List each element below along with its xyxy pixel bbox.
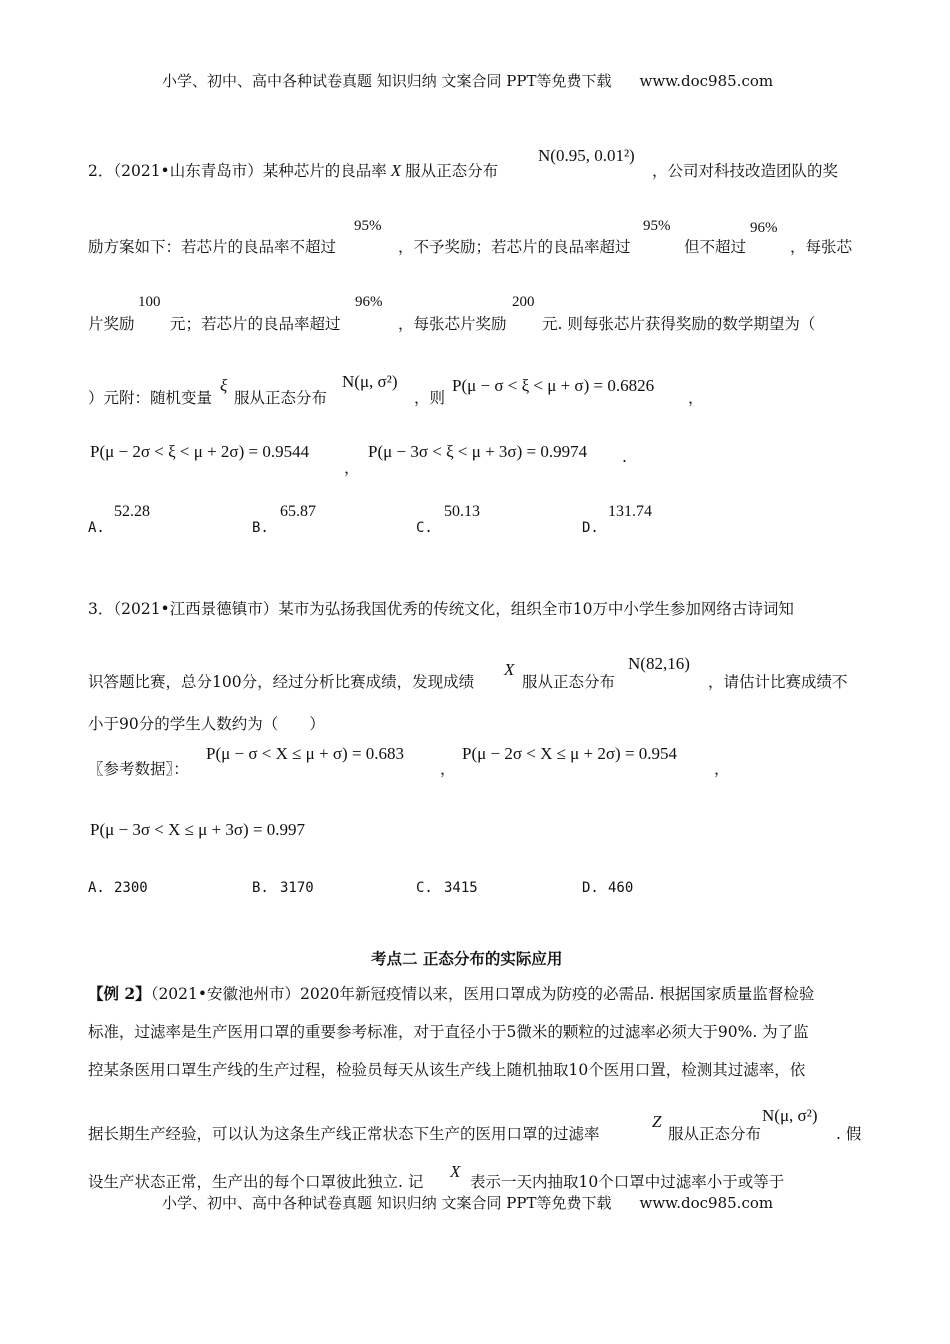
- q3-comma2: ，: [714, 760, 730, 778]
- q2-xi: ξ: [220, 376, 228, 395]
- example2-line1: 【例 2】（2021•安徽池州市）2020年新冠疫情以来，医用口罩成为防疫的必需品. 根据国家质量监督检验: [88, 984, 815, 1003]
- q2-line2a: 励方案如下：若芯片的良品率不超过: [88, 238, 337, 256]
- q2-line3a: 片奖励: [88, 315, 135, 333]
- q2-line3b: 元；若芯片的良品率超过: [170, 315, 341, 333]
- q2-option-b-label: B.: [252, 520, 269, 536]
- q2-a200: 200: [512, 294, 535, 310]
- q2-p96b: 96%: [355, 294, 383, 310]
- q3-option-b-label: B.: [252, 880, 269, 896]
- q3-option-c-label: C.: [416, 880, 433, 896]
- q2-option-d[interactable]: 131.74: [608, 503, 652, 520]
- q2-comma1: ，: [688, 389, 704, 407]
- q3-option-b[interactable]: 3170: [280, 880, 314, 896]
- q2-line2c: 但不超过: [684, 238, 747, 256]
- example2-line2: 标准，过滤率是生产医用口罩的重要参考标准，对于直径小于5微米的颗粒的过滤率必须大于90%. 为了监: [88, 1023, 809, 1041]
- q3-formula2: P(μ − 2σ < X ≤ μ + 2σ) = 0.954: [462, 744, 678, 763]
- q2-option-a-label: A.: [88, 520, 105, 536]
- q3-ref-label: 〖参考数据〗：: [88, 760, 189, 778]
- footer-url[interactable]: www.doc985.com: [639, 1194, 774, 1212]
- q3-formula1: P(μ − σ < X ≤ μ + σ) = 0.683: [206, 744, 405, 763]
- q3-option-d[interactable]: 460: [608, 880, 634, 896]
- example2-xvar: X: [450, 1162, 461, 1181]
- q3-var: X: [504, 660, 515, 679]
- q2-formula1: P(μ − σ < ξ < μ + σ) = 0.6826: [452, 376, 655, 395]
- q2-p95a: 95%: [354, 218, 382, 234]
- q3-line2b: 服从正态分布: [522, 673, 616, 691]
- q2-line3c: ，每张芯片奖励: [398, 315, 507, 333]
- q2-line3d: 元. 则每张芯片获得奖励的数学期望为（: [542, 315, 816, 333]
- q2-line4a: ）元附：随机变量: [88, 389, 213, 407]
- page-header: 小学、初中、高中各种试卷真题 知识归纳 文案合同 PPT等免费下载 www.doc985.com: [162, 72, 774, 90]
- q2-line1: 2．（2021•山东青岛市）某种芯片的良品率 X 服从正态分布: [88, 161, 499, 180]
- example2-line5b: 表示一天内抽取10个口罩中过滤率小于或等于: [470, 1173, 785, 1191]
- header-url[interactable]: www.doc985.com: [639, 72, 774, 90]
- section-title: 考点二 正态分布的实际应用: [371, 949, 563, 968]
- example2-normal: N(μ, σ²): [762, 1106, 818, 1125]
- q3-line3: 小于90分的学生人数约为（ ）: [88, 715, 325, 733]
- q2-option-c-label: C.: [416, 520, 433, 536]
- q2-a100: 100: [138, 294, 161, 310]
- q2-p95b: 95%: [643, 218, 671, 234]
- q2-option-b[interactable]: 65.87: [280, 503, 316, 520]
- q3-option-d-label: D.: [582, 880, 599, 896]
- q2-formula3: P(μ − 3σ < ξ < μ + 3σ) = 0.9974: [368, 442, 588, 461]
- q2-comma2: ，: [344, 459, 360, 477]
- q2-option-d-label: D.: [582, 520, 599, 536]
- q2-line4b: 服从正态分布: [234, 389, 328, 407]
- q2-line1-end: ，公司对科技改造团队的奖: [652, 162, 839, 180]
- q2-formula2: P(μ − 2σ < ξ < μ + 2σ) = 0.9544: [90, 442, 310, 461]
- page-footer: 小学、初中、高中各种试卷真题 知识归纳 文案合同 PPT等免费下载 www.doc985.com: [162, 1194, 774, 1212]
- q2-option-c[interactable]: 50.13: [444, 503, 480, 520]
- q3-line1: 3．（2021•江西景德镇市）某市为弘扬我国优秀的传统文化，组织全市10万中小学生参加网络古诗词知: [88, 600, 794, 618]
- q2-normal: N(μ, σ²): [342, 372, 398, 391]
- q2-line2d: ，每张芯: [790, 238, 853, 256]
- example2-line3: 控某条医用口罩生产线的生产过程，检验员每天从该生产线上随机抽取10个医用口置，检测其过滤率，依: [88, 1061, 806, 1079]
- example2-line5a: 设生产状态正常，生产出的每个口罩彼此独立. 记: [88, 1173, 424, 1191]
- q3-line2c: ，请估计比赛成绩不: [708, 673, 848, 691]
- q3-option-a[interactable]: 2300: [114, 880, 148, 896]
- q3-option-c[interactable]: 3415: [444, 880, 478, 896]
- q3-formula3: P(μ − 3σ < X ≤ μ + 3σ) = 0.997: [90, 820, 306, 839]
- q2-line2b: ，不予奖励；若芯片的良品率超过: [398, 238, 631, 256]
- example2-line4b: 服从正态分布: [668, 1125, 762, 1143]
- example2-line4a: 据长期生产经验，可以认为这条生产线正常状态下生产的医用口罩的过滤率: [88, 1125, 600, 1143]
- q2-dot: .: [622, 448, 627, 466]
- q3-distribution: N(82,16): [628, 654, 690, 673]
- q3-line2a: 识答题比赛，总分100分，经过分析比赛成绩，发现成绩: [88, 673, 475, 691]
- q2-line4c: ，则: [414, 389, 446, 407]
- q3-option-a-label: A.: [88, 880, 105, 896]
- q2-option-a[interactable]: 52.28: [114, 503, 150, 520]
- example2-line4c: . 假: [836, 1125, 862, 1143]
- q2-distribution: N(0.95, 0.01²): [538, 146, 635, 165]
- example2-zvar: Z: [652, 1112, 662, 1131]
- q3-comma1: ，: [440, 760, 456, 778]
- q2-p96a: 96%: [750, 220, 778, 236]
